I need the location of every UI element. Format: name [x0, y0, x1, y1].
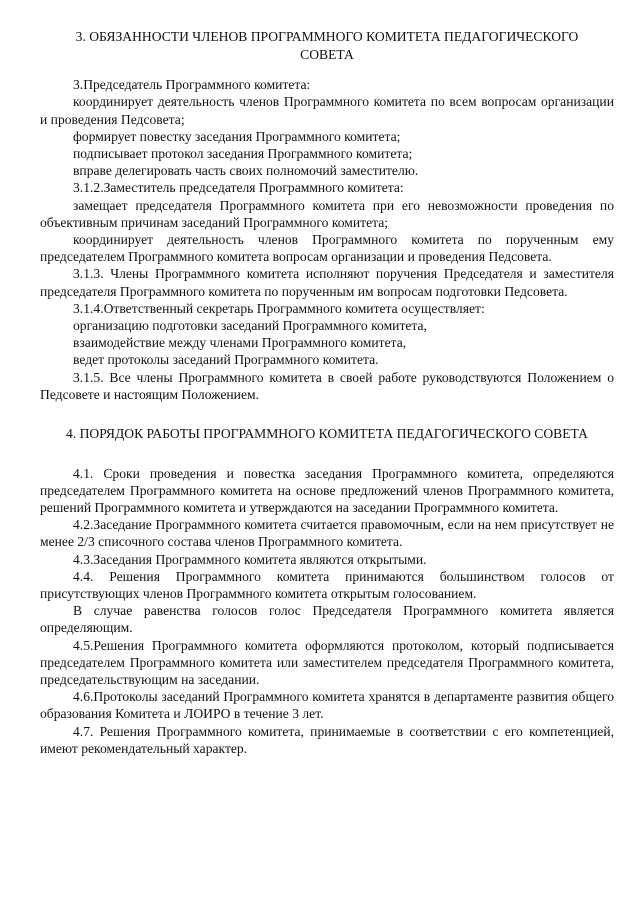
paragraph: 4.3.Заседания Программного комитета являются открытыми.	[73, 551, 427, 567]
paragraph: координирует деятельность членов Программного комитета по порученным ему председателем Программного комитета вопросам организации и проведения Педсовета.	[40, 232, 614, 265]
paragraph: В случае равенства голосов голос Председателя Программного комитета является определяющим.	[40, 603, 614, 636]
paragraph: 4.4. Решения Программного комитета принимаются большинством голосов от присутствующих членов Программного комитета открытым голосованием.	[40, 568, 614, 602]
section-body-procedure	[40, 465, 614, 757]
paragraph: 3.1.3. Члены Программного комитета исполняют поручения Председателя и заместителя председателя Программного комитета по порученным им вопросам подготовки Педсовета.	[40, 266, 614, 299]
paragraph: 4.7. Решения Программного комитета, принимаемые в соответствии с его компетенцией, имеют рекомендательный характер.	[40, 723, 614, 756]
paragraph: 4.5.Решения Программного комитета оформляются протоколом, который подписывается председателем Программного комитета или заместителем председателя Программного комитета, председательствующим на заседании.	[40, 637, 614, 688]
paragraph: ведет протоколы заседаний Программного комитета.	[73, 352, 379, 368]
paragraph: 3.1.4.Ответственный секретарь Программного комитета осуществляет:	[73, 300, 485, 316]
section-title-duties: 3. ОБЯЗАННОСТИ ЧЛЕНОВ ПРОГРАММНОГО КОМИТЕТА ПЕДАГОГИЧЕСКОГО СОВЕТА	[75, 29, 579, 62]
paragraph: 3.1.2.Заместитель председателя Программного комитета:	[73, 180, 404, 196]
paragraph: 3.Председатель Программного комитета:	[73, 77, 311, 93]
paragraph: 4.2.Заседание Программного комитета считается правомочным, если на нем присутствует не менее 2/3 списочного состава членов Программного комитета.	[40, 517, 614, 550]
paragraph: взаимодействие между членами Программного комитета,	[73, 335, 407, 351]
document-page	[40, 28, 614, 757]
paragraph: 4.6.Протоколы заседаний Программного комитета хранятся в департаменте развития общего образования Комитета и ЛОИРО в течение 3 лет.	[40, 689, 614, 722]
paragraph: замещает председателя Программного комитета при его невозможности проведения по объективным причинам заседаний Программного комитета;	[40, 197, 614, 230]
paragraph: 4.1. Сроки проведения и повестка заседания Программного комитета, определяются председателем Программного комитета на основе предложений членов Программного комитета, решений Программного комитета и утверждаются на заседании Программного комитета.	[40, 465, 614, 516]
paragraph: координирует деятельность членов Программного комитета по всем вопросам организации и проведения Педсовета;	[40, 94, 614, 127]
paragraph: 3.1.5. Все члены Программного комитета в своей работе руководствуются Положением о Педсовете и настоящим Положением.	[40, 369, 614, 402]
section-title-procedure: 4. ПОРЯДОК РАБОТЫ ПРОГРАММНОГО КОМИТЕТА ПЕДАГОГИЧЕСКОГО СОВЕТА	[66, 426, 588, 442]
paragraph: вправе делегировать часть своих полномочий заместителю.	[73, 163, 419, 179]
paragraph: организацию подготовки заседаний Программного комитета,	[73, 318, 427, 334]
paragraph: подписывает протокол заседания Программного комитета;	[73, 146, 413, 161]
section-body-duties	[40, 76, 614, 403]
paragraph: формирует повестку заседания Программного комитета;	[73, 128, 401, 144]
